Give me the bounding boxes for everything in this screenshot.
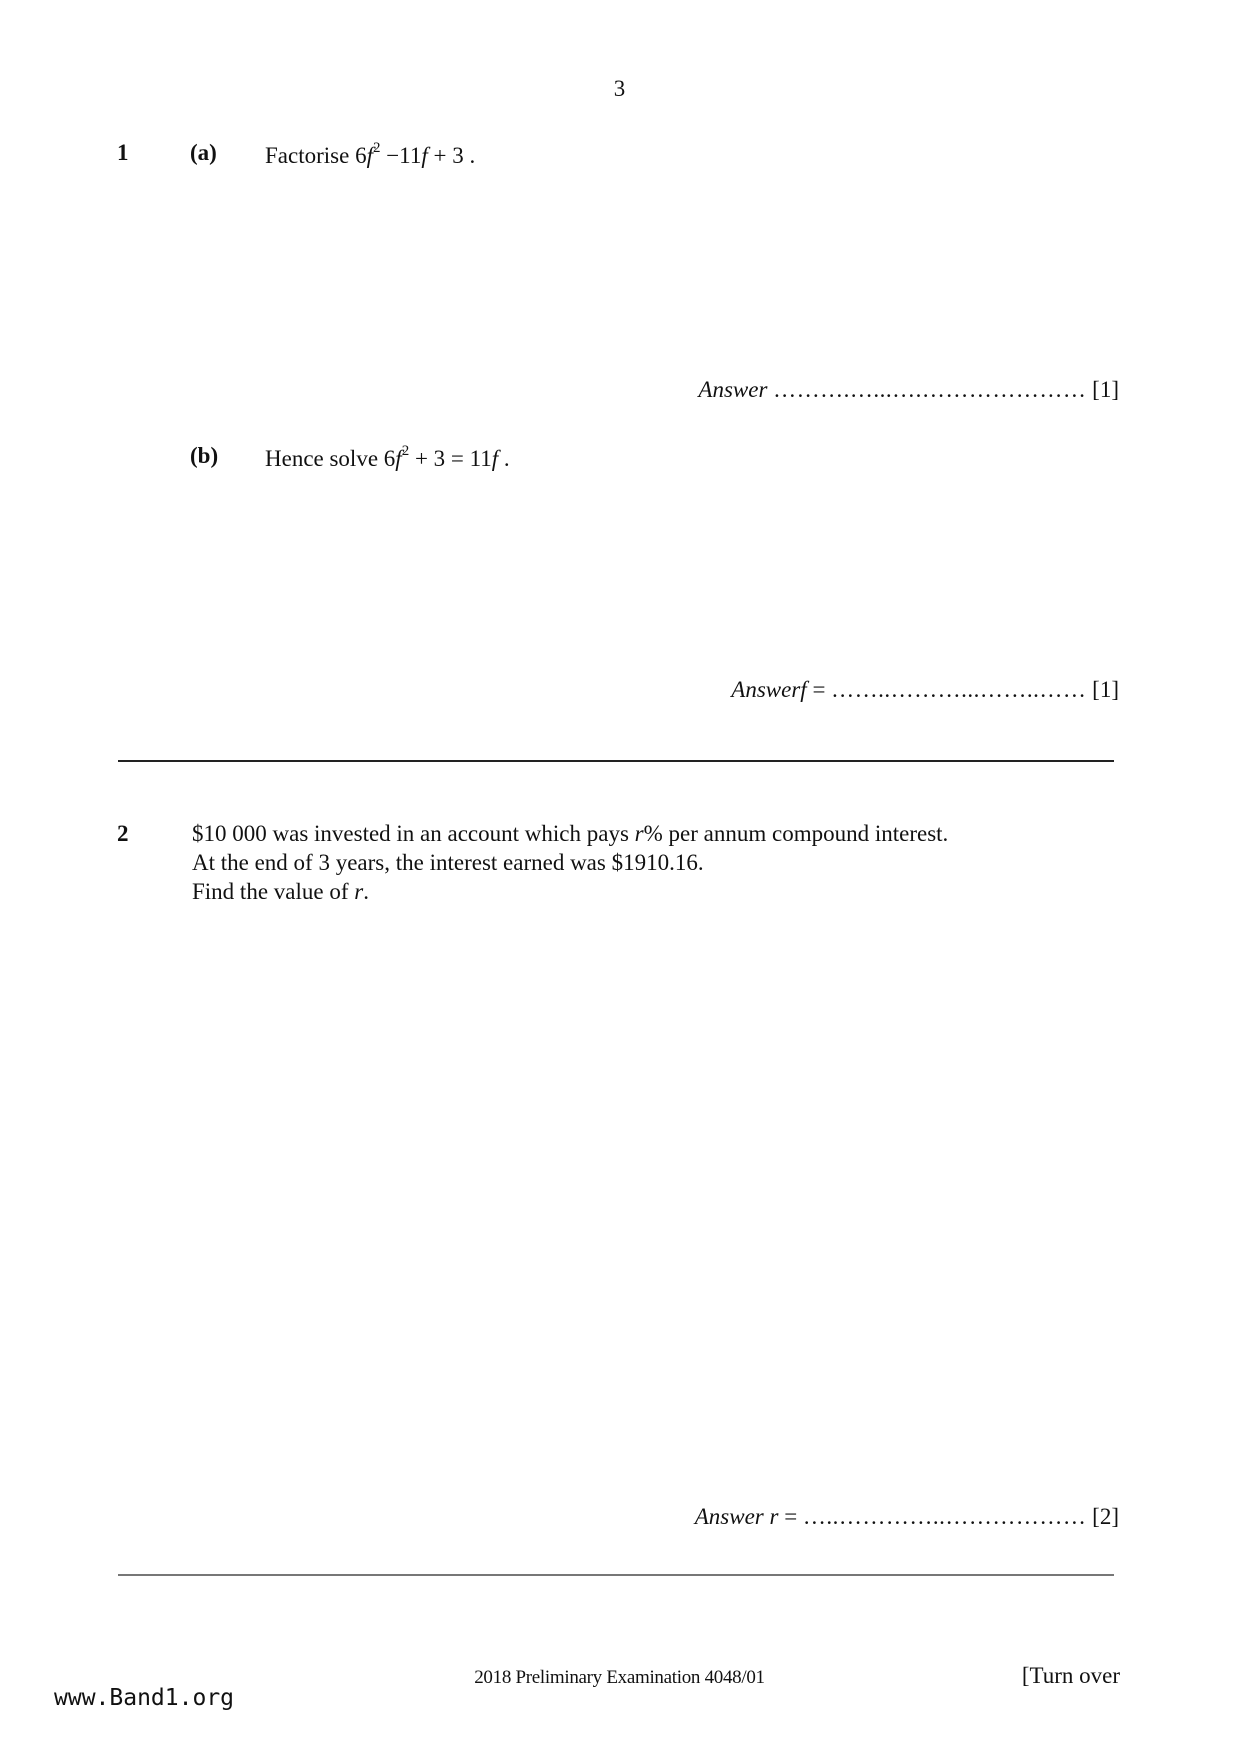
question-1b-label: (b) [190, 443, 219, 468]
answer-variable: r [769, 1504, 779, 1529]
expr-coef: 6 [383, 446, 396, 471]
expr-var2: f [421, 143, 428, 168]
answer-dots[interactable]: …..…………..……………… [802, 1504, 1087, 1529]
q2-line1-variable: r [634, 821, 644, 846]
q2-line1-part-a: $10 000 was invested in an account which pays [192, 821, 629, 846]
expr-rest: −11 [386, 143, 422, 168]
question-2-text [192, 819, 948, 906]
answer-variable: f [800, 677, 807, 702]
question-2-line-2: At the end of 3 years, the interest earned was $1910.16. [192, 850, 704, 875]
answer-equals: = [784, 1504, 798, 1529]
q2-line3-part-a: Find the value of [192, 879, 349, 904]
q2-line3-variable: r [354, 879, 364, 904]
answer-label: Answer [698, 377, 768, 402]
expr-tail: . [503, 446, 510, 471]
answer-dots[interactable]: ……..………...……..…… [831, 677, 1087, 702]
watermark-url: www.Band1.org [54, 1685, 235, 1711]
question-1-number: 1 [117, 140, 129, 165]
question-1a-text [265, 140, 475, 169]
question-2-line-1 [192, 819, 948, 848]
expr-coef: 6 [355, 143, 367, 168]
answer-label: Answer [731, 677, 801, 702]
expr-tail: + 3 . [433, 143, 476, 168]
question-2-number: 2 [117, 821, 129, 846]
expr-var: f [395, 446, 402, 471]
page-number: 3 [613, 76, 626, 101]
question-1b-expression [383, 443, 510, 471]
question-1b-text [265, 443, 510, 472]
question-1b-verb: Hence solve [265, 446, 379, 471]
section-divider-bottom [118, 1574, 1114, 1576]
q2-line1-part-b: % per annum compound interest. [643, 821, 949, 846]
answer-line-2 [695, 1504, 1119, 1530]
question-1a-expression [355, 140, 476, 168]
answer-line-1b [731, 677, 1119, 703]
footer-exam-title: 2018 Preliminary Examination 4048/01 [474, 1667, 765, 1688]
question-2-line-3 [192, 877, 948, 906]
question-1a-label: (a) [190, 140, 217, 165]
question-1a-verb: Factorise [265, 143, 350, 168]
q2-line3-part-b: . [363, 879, 369, 904]
footer-turn-over: [Turn over [1021, 1663, 1120, 1688]
marks: [2] [1092, 1504, 1119, 1529]
marks: [1] [1092, 677, 1119, 702]
expr-var: f [366, 143, 373, 168]
expr-exponent: 2 [401, 443, 410, 459]
expr-rest: + 3 = 11 [414, 446, 492, 471]
answer-dots[interactable]: ……….…...….………………… [773, 377, 1087, 402]
answer-line-1a [698, 377, 1119, 403]
marks: [1] [1092, 377, 1119, 402]
expr-exponent: 2 [372, 140, 381, 156]
expr-var2: f [491, 446, 499, 471]
answer-equals: = [812, 677, 826, 702]
section-divider [118, 760, 1114, 762]
answer-label: Answer [694, 1504, 764, 1529]
